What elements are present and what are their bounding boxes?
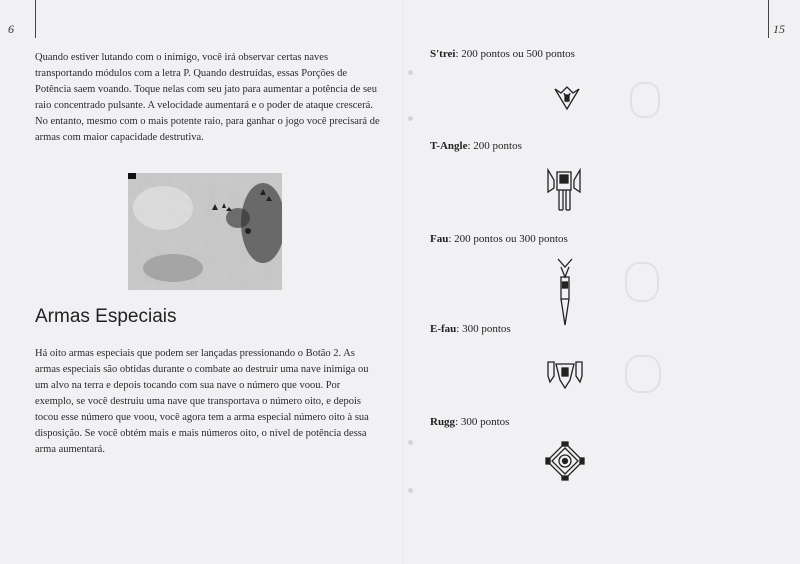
page-fold <box>403 0 405 564</box>
binder-hole <box>408 116 413 121</box>
enemy-label-t-angle <box>430 140 522 152</box>
bleed-through-mark <box>625 262 659 302</box>
enemy-label-fau <box>430 233 568 245</box>
enemy-label-rugg <box>430 416 509 428</box>
left-margin-rule <box>35 0 36 38</box>
gameplay-screenshot-image <box>128 173 282 290</box>
enemy-name: E-fau <box>430 323 457 335</box>
t-angle-ship-icon <box>545 166 583 219</box>
enemy-name: Fau <box>430 233 449 245</box>
enemy-points: : 200 pontos ou 500 pontos <box>455 48 575 60</box>
enemy-points: : 200 pontos ou 300 pontos <box>448 233 568 245</box>
section-title: Armas Especiais <box>35 306 177 327</box>
bleed-through-mark <box>630 82 660 118</box>
right-margin-rule <box>768 0 769 38</box>
enemy-points: : 200 pontos <box>467 140 522 152</box>
binder-hole <box>408 440 413 445</box>
enemy-points: : 300 pontos <box>455 416 510 428</box>
enemy-label-e-fau <box>430 323 511 335</box>
gameplay-screenshot <box>128 173 282 290</box>
section-paragraph: Há oito armas especiais que podem ser lançadas pressionando o Botão 2. As armas especiais são obtidas durante o combate ao destruir uma nave inimiga ou um alvo na terra e depois tocando com sua nave o número que voou. Por exemplo, se você destruiu uma nave que transportava o número oito, e depois tocou esse número que voou, você agora tem a arma especial número oito à sua disposição. Se você obtém mais e mais números oito, o nível de potência dessa arma aumentará. <box>35 348 369 455</box>
binder-hole <box>408 70 413 75</box>
fau-ship-icon <box>554 255 576 334</box>
enemy-label-strei <box>430 48 575 60</box>
intro-paragraph: Quando estiver lutando com o inimigo, você irá observar certas naves transportando módulos com a letra P. Quando destruídas, essas Porções de Potência saem voando. Toque nelas com seu jato para aumentar a potência de seu raio concentrado pulsante. A velocidade aumentará e o poder de ataque crescerá. No entanto, mesmo com o mais potente raio, para ganhar o jogo você precisará de armas com maior capacidade destrutiva. <box>35 52 380 143</box>
page-number-left: 6 <box>8 22 14 36</box>
strei-ship-icon <box>552 83 582 118</box>
binder-hole <box>408 488 413 493</box>
page-number-right: 15 <box>773 22 785 36</box>
e-fau-ship-icon <box>546 358 584 397</box>
bleed-through-mark <box>625 355 661 393</box>
rugg-ship-icon <box>545 441 585 486</box>
enemy-name: Rugg <box>430 416 456 428</box>
enemy-name: S'trei <box>430 48 456 60</box>
enemy-points: : 300 pontos <box>456 323 511 335</box>
enemy-name: T-Angle <box>430 140 468 152</box>
